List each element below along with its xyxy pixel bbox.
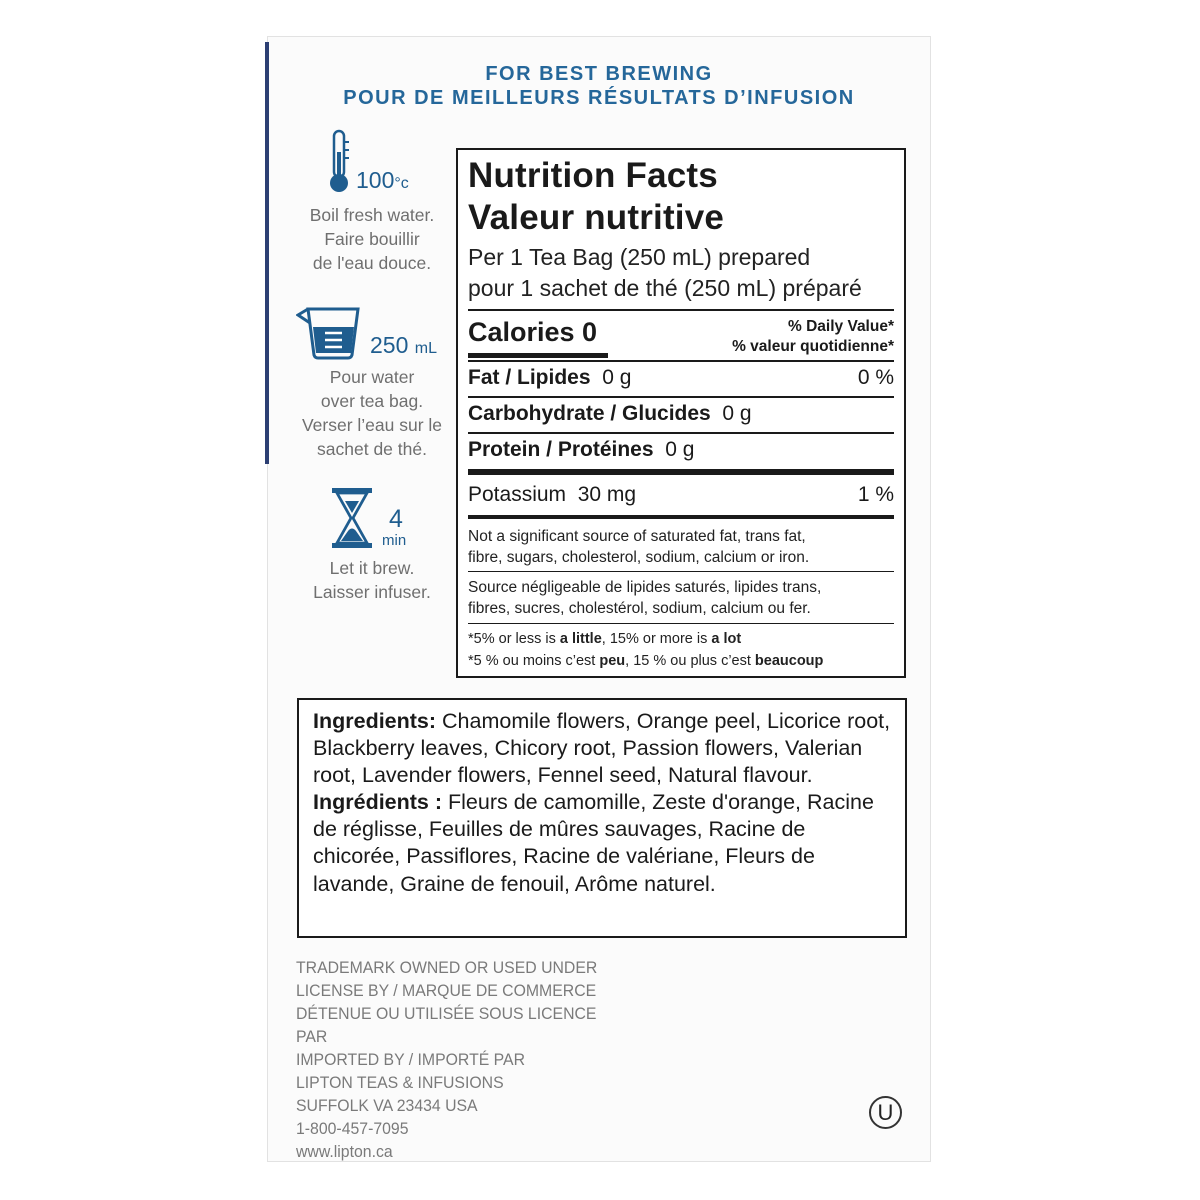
footnote-en xyxy=(468,631,741,647)
rule-thin xyxy=(468,396,894,398)
website-link[interactable]: www.lipton.ca xyxy=(296,1142,393,1161)
rule-thin xyxy=(468,360,894,362)
time-unit xyxy=(382,532,406,549)
step-pour-text xyxy=(290,365,454,461)
ingredients-label-fr: Ingrédients : xyxy=(313,790,443,815)
footnote-bold: peu xyxy=(599,653,626,669)
nutrition-title-en: Nutrition Facts xyxy=(468,156,718,195)
ingredients-box xyxy=(297,698,907,938)
serving-size-fr: pour 1 sachet de thé (250 mL) préparé xyxy=(468,275,862,301)
footnote-bold: beaucoup xyxy=(754,653,824,669)
temperature-number: 100 xyxy=(356,167,395,193)
nutrient-amount: 0 g xyxy=(722,402,752,425)
nutrient-amount: 0 g xyxy=(602,366,632,389)
nutrient-label: Potassium xyxy=(468,483,567,506)
note-line: fibres, sucres, cholestérol, sodium, calcium ou fer. xyxy=(468,600,811,617)
kosher-symbol-icon: U xyxy=(869,1096,902,1129)
rule-hairline xyxy=(468,623,894,624)
ingredients-text xyxy=(313,708,898,898)
time-number: 4 xyxy=(389,505,403,533)
step-brew-text xyxy=(290,556,454,604)
footnote-bold: a little xyxy=(559,631,602,647)
step-boil-text xyxy=(290,203,454,275)
footnote-text: , 15 % ou plus c’est xyxy=(625,653,755,669)
step-line: de l'eau douce. xyxy=(312,253,432,273)
footnote-text: , 15% or more is xyxy=(601,631,712,647)
legal-line: LICENSE BY / MARQUE DE COMMERCE xyxy=(296,981,597,1000)
rule-thin xyxy=(468,309,894,311)
measuring-cup-icon xyxy=(296,305,368,361)
nutrient-amount: 30 mg xyxy=(577,483,637,506)
volume-number: 250 xyxy=(370,332,409,358)
footnote-bold: a lot xyxy=(711,631,742,647)
nutrient-label: Protein / Protéines xyxy=(468,438,654,461)
rule-thick xyxy=(468,469,894,475)
brewing-title-fr: POUR DE MEILLEURS RÉSULTATS D’INFUSION xyxy=(343,87,855,109)
nutrient-label: Fat / Lipides xyxy=(468,366,591,389)
legal-line: IMPORTED BY / IMPORTÉ PAR xyxy=(296,1050,525,1069)
thermometer-icon xyxy=(324,128,354,196)
temperature-value xyxy=(356,167,409,194)
nutrient-dv: 0 % xyxy=(857,366,894,389)
nutrient-dv: 1 % xyxy=(857,483,894,506)
legal-line: LIPTON TEAS & INFUSIONS xyxy=(296,1073,504,1092)
note-line: Not a significant source of saturated fat, trans fat, xyxy=(468,528,806,545)
nutrient-label: Carbohydrate / Glucides xyxy=(468,402,711,425)
temperature-unit: °c xyxy=(394,175,409,192)
volume-value xyxy=(370,332,437,359)
calories-label: Calories 0 xyxy=(468,317,598,347)
step-line: Let it brew. xyxy=(329,558,415,578)
step-line: sachet de thé. xyxy=(317,439,427,459)
legal-line: TRADEMARK OWNED OR USED UNDER xyxy=(296,958,598,977)
ingredients-list-fr: Fleurs de camomille, Zeste d'orange, Racine de réglisse, Feuilles de mûres sauvages, Racine de chicorée, Passiflores, Racine de valériane, Fleurs de lavande, Graine de fenouil, Arôme naturel. xyxy=(313,790,874,896)
note-line: fibre, sugars, cholesterol, sodium, calcium or iron. xyxy=(468,549,810,566)
step-line: Laisser infuser. xyxy=(313,582,431,602)
daily-value-fr: % valeur quotidienne* xyxy=(732,338,894,355)
nutrient-row-fat xyxy=(468,366,894,390)
step-line: Pour water xyxy=(329,367,415,387)
legal-line: 1-800-457-7095 xyxy=(296,1119,409,1138)
rule-medium xyxy=(468,515,894,519)
brewing-title-en: FOR BEST BREWING xyxy=(485,63,713,85)
rule-hairline xyxy=(468,571,894,572)
legal-line: SUFFOLK VA 23434 USA xyxy=(296,1096,478,1115)
step-line: Faire bouillir xyxy=(324,229,420,249)
time-value xyxy=(389,505,403,534)
note-en xyxy=(468,526,894,568)
legal-text xyxy=(296,956,631,1163)
time-unit-text: min xyxy=(382,532,407,549)
step-line: Boil fresh water. xyxy=(309,205,435,225)
rule-thin xyxy=(468,432,894,434)
step-line: Verser l’eau sur le xyxy=(301,415,443,435)
nutrition-facts-table xyxy=(456,148,906,678)
nutrient-row-carbohydrate xyxy=(468,402,894,426)
serving-size-en: Per 1 Tea Bag (250 mL) prepared xyxy=(468,244,811,270)
legal-line: DÉTENUE OU UTILISÉE SOUS LICENCE PAR xyxy=(296,1004,597,1046)
ingredients-list-en: Chamomile flowers, Orange peel, Licorice root, Blackberry leaves, Chicory root, Passion flowers, Valerian root, Lavender flowers, Fennel seed, Natural flavour. xyxy=(313,709,891,788)
nutrition-title-fr: Valeur nutritive xyxy=(468,198,725,237)
daily-value-en: % Daily Value* xyxy=(788,318,894,335)
step-line: over tea bag. xyxy=(320,391,424,411)
volume-unit: mL xyxy=(414,340,437,357)
footnote-fr xyxy=(468,653,823,669)
rule-calories xyxy=(468,353,608,358)
nutrient-amount: 0 g xyxy=(665,438,695,461)
note-line: Source négligeable de lipides saturés, lipides trans, xyxy=(468,579,822,596)
note-fr xyxy=(468,577,894,619)
ingredients-label-en: Ingredients: xyxy=(313,709,437,733)
nutrient-row-potassium xyxy=(468,483,894,507)
hourglass-icon xyxy=(330,487,374,549)
footnote-text: *5 % ou moins c’est xyxy=(468,653,600,669)
nutrient-row-protein xyxy=(468,438,894,462)
footnote-text: *5% or less is xyxy=(468,631,560,647)
